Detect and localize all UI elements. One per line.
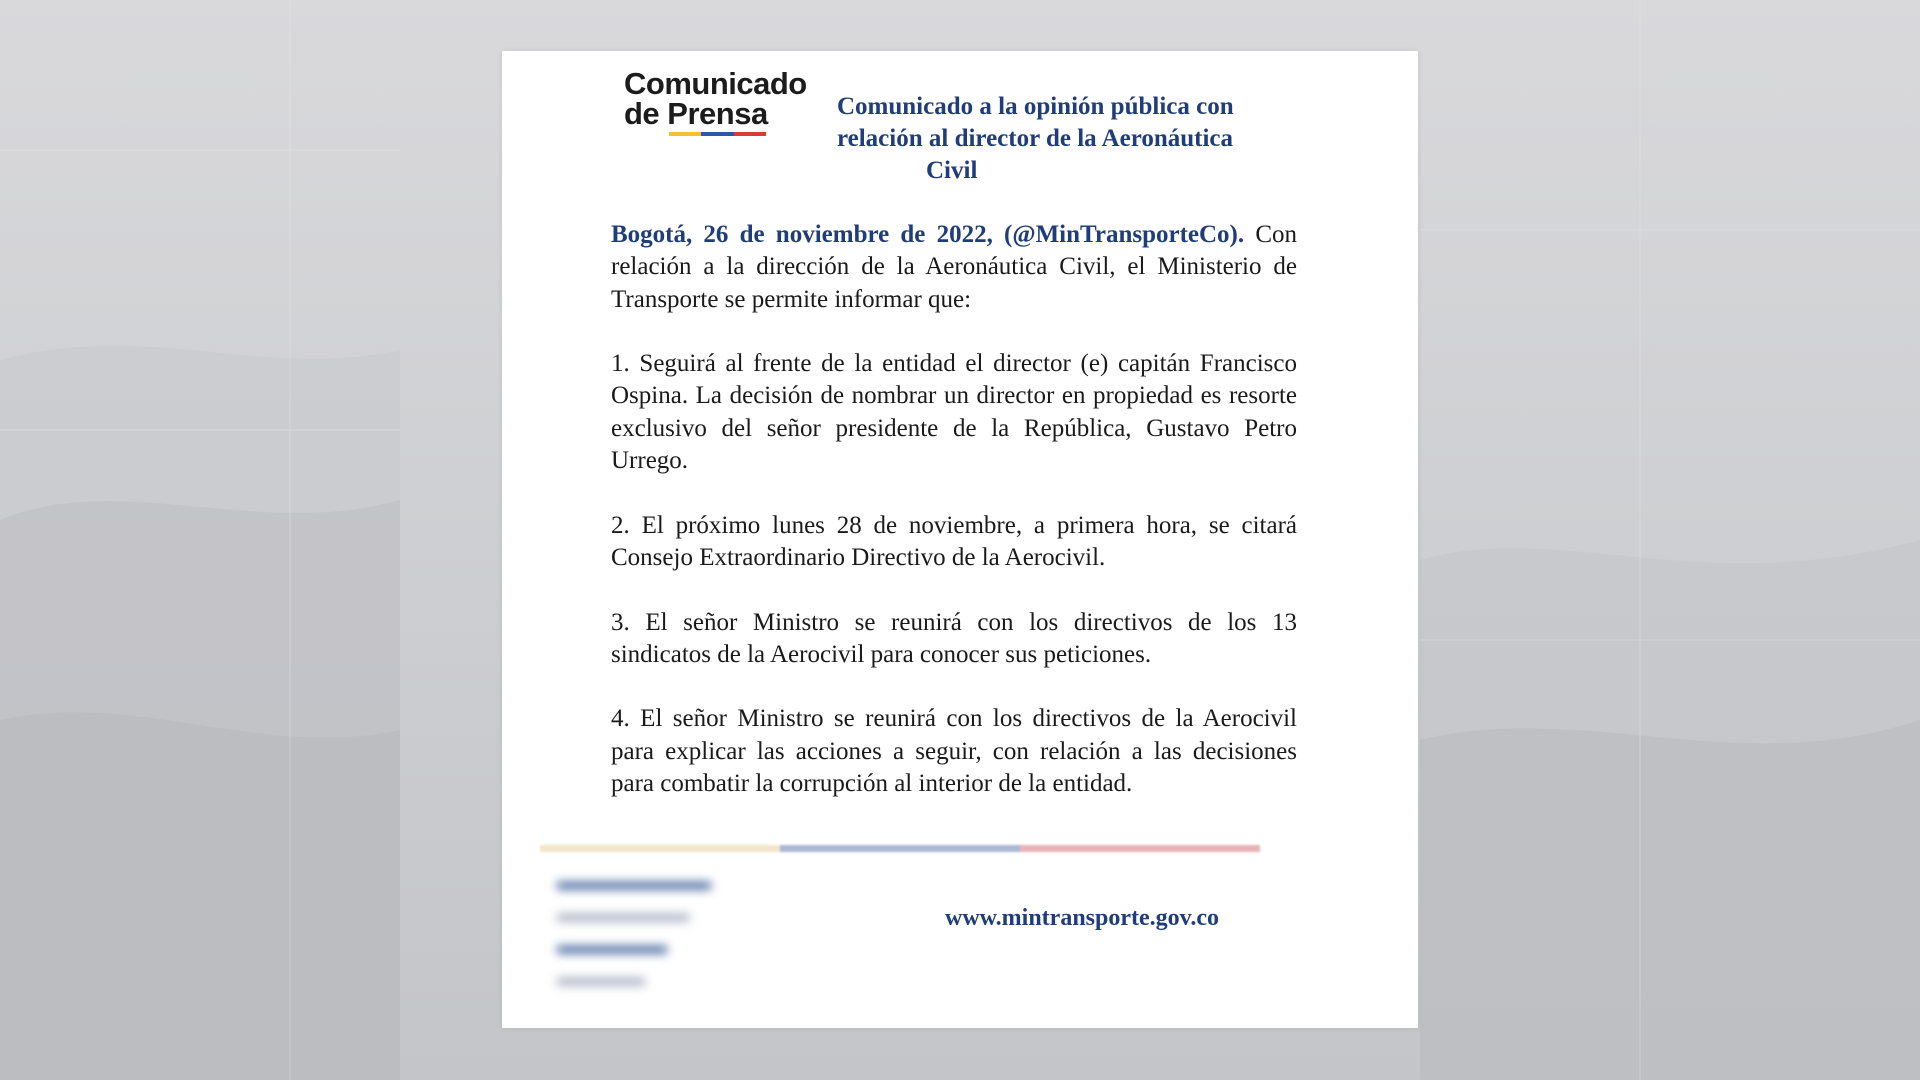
title-line-1: Comunicado a la opinión pública con — [837, 93, 1234, 120]
footer-stripe-yellow — [540, 845, 780, 852]
logo-stripe-blue — [701, 132, 733, 136]
point-2: 2. El próximo lunes 28 de noviembre, a primera hora, se citará Consejo Extraordinario Directivo de la Aerocivil. — [611, 511, 1297, 571]
intro-text: Con relación a la dirección de la Aeronáutica Civil, el Ministerio de Transporte se permite informar que: — [611, 221, 1297, 313]
title-line-3: Civil — [926, 157, 978, 184]
logo-stripe-red — [734, 132, 766, 136]
press-release-body — [611, 219, 1297, 833]
comunicado-de-prensa-logo — [624, 66, 824, 136]
blurred-contact-info: ▬▬▬▬▬▬▬ ▬▬▬▬▬▬ ▬▬▬▬▬ ▬▬▬▬ — [557, 869, 711, 990]
title-line-2: relación al director de la Aeronáutica — [837, 125, 1234, 152]
press-release-title — [825, 91, 1285, 187]
logo-line-2: de Prensa — [624, 96, 768, 131]
footer-color-stripe — [540, 845, 1260, 852]
press-release-document — [502, 51, 1418, 1028]
point-4: 4. El señor Ministro se reunirá con los directivos de la Aerocivil para explicar las acciones a seguir, con relación a las decisiones para combatir la corrupción al interior de la entidad. — [611, 705, 1297, 798]
intro-paragraph — [611, 219, 1297, 316]
logo-color-stripe — [669, 132, 766, 136]
footer-stripe-red — [1020, 845, 1260, 852]
point-3: 3. El señor Ministro se reunirá con los directivos de los 13 sindicatos de la Aerocivil para conocer sus peticiones. — [611, 608, 1297, 668]
logo-line-1: Comunicado — [624, 66, 807, 101]
dateline: Bogotá, 26 de noviembre de 2022, (@MinTransporteCo). — [611, 221, 1245, 248]
logo-stripe-yellow — [669, 132, 701, 136]
footer-stripe-blue — [780, 845, 1020, 852]
point-1: 1. Seguirá al frente de la entidad el director (e) capitán Francisco Ospina. La decisión de nombrar un director en propiedad es resorte exclusivo del señor presidente de la República, Gustavo Petro Urrego. — [611, 350, 1297, 475]
website-url: www.mintransporte.gov.co — [945, 905, 1219, 931]
